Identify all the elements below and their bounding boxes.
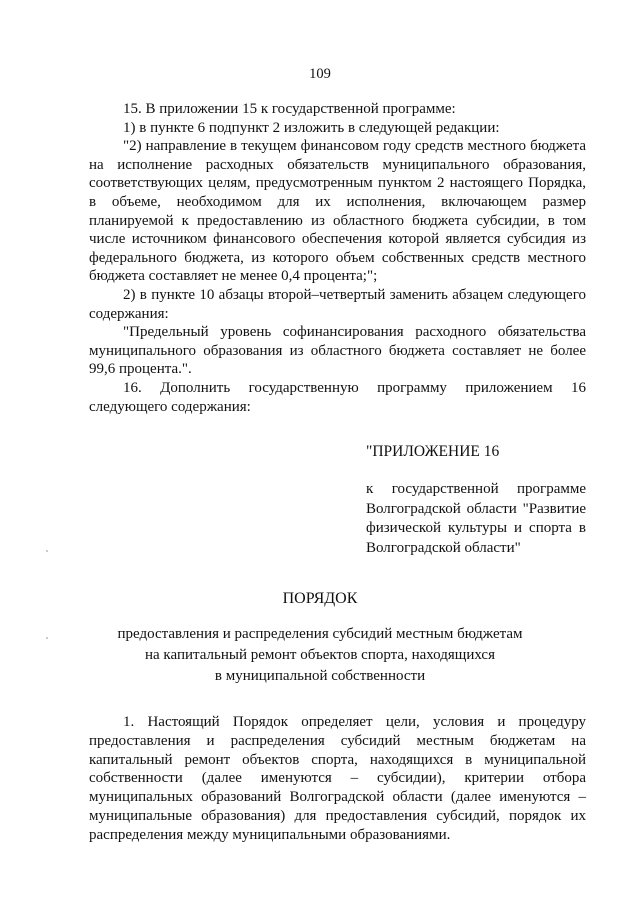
procedure-subtitle-line: предоставления и распределения субсидий местным бюджетам	[117, 626, 523, 642]
item-15-heading: 15. В приложении 15 к государственной программе:	[123, 101, 456, 117]
procedure-paragraph-1: 1. Настоящий Порядок определяет цели, условия и процедуру предоставления и распределения субсидий местным бюджетам на капитальный ремонт объектов спорта, находящихся в муниципальной собственности (далее именуются – субсидии), критерии отбора муниципальных образований Волгоградской области (далее именуются – муниципальные образования) для предоставления субсидий, порядок их распределения между муниципальными образованиями.	[89, 714, 586, 843]
amendments-section	[89, 100, 586, 416]
scan-speck	[46, 637, 48, 639]
quoted-cofinancing-limit: "Предельный уровень софинансирования расходного обязательства муниципального образования из областного бюджета составляет не более 99,6 процента.".	[89, 324, 586, 378]
procedure-subtitle-line: на капитальный ремонт объектов спорта, находящихся	[145, 647, 495, 663]
page-number: 109	[309, 66, 331, 82]
appendix-heading: "ПРИЛОЖЕНИЕ 16	[366, 443, 500, 460]
appendix-subheading-text: к государственной программе Волгоградской области "Развитие физической культуры и спорта в Волгоградской области"	[366, 481, 586, 556]
item-1-text: 1) в пункте 6 подпункт 2 изложить в следующей редакции:	[123, 119, 500, 136]
procedure-subtitle	[0, 624, 640, 687]
scan-speck	[46, 550, 48, 552]
appendix-subheading	[366, 480, 586, 558]
item-16-text: 16. Дополнить государственную программу приложением 16 следующего содержания:	[89, 379, 586, 415]
procedure-title: ПОРЯДОК	[282, 590, 358, 607]
item-2-text: 2) в пункте 10 абзацы второй–четвертый заменить абзацем следующего содержания:	[89, 286, 586, 322]
procedure-body	[89, 713, 586, 845]
procedure-subtitle-line: в муниципальной собственности	[214, 668, 426, 684]
quoted-subitem-2: "2) направление в текущем финансовом году средств местного бюджета на исполнение расходных обязательств муниципального образования, соответствующих целям, предусмотренным пунктом 2 настоящего Порядка, в объеме, необходимом для их исполнения, включающем размер планируемой к предоставлению из областного бюджета субсидии, в том числе источником финансового обеспечения которой является субсидия из федерального бюджета, из которого объем собственных средств местного бюджета составляет не менее 0,4 процента;";	[89, 138, 586, 285]
